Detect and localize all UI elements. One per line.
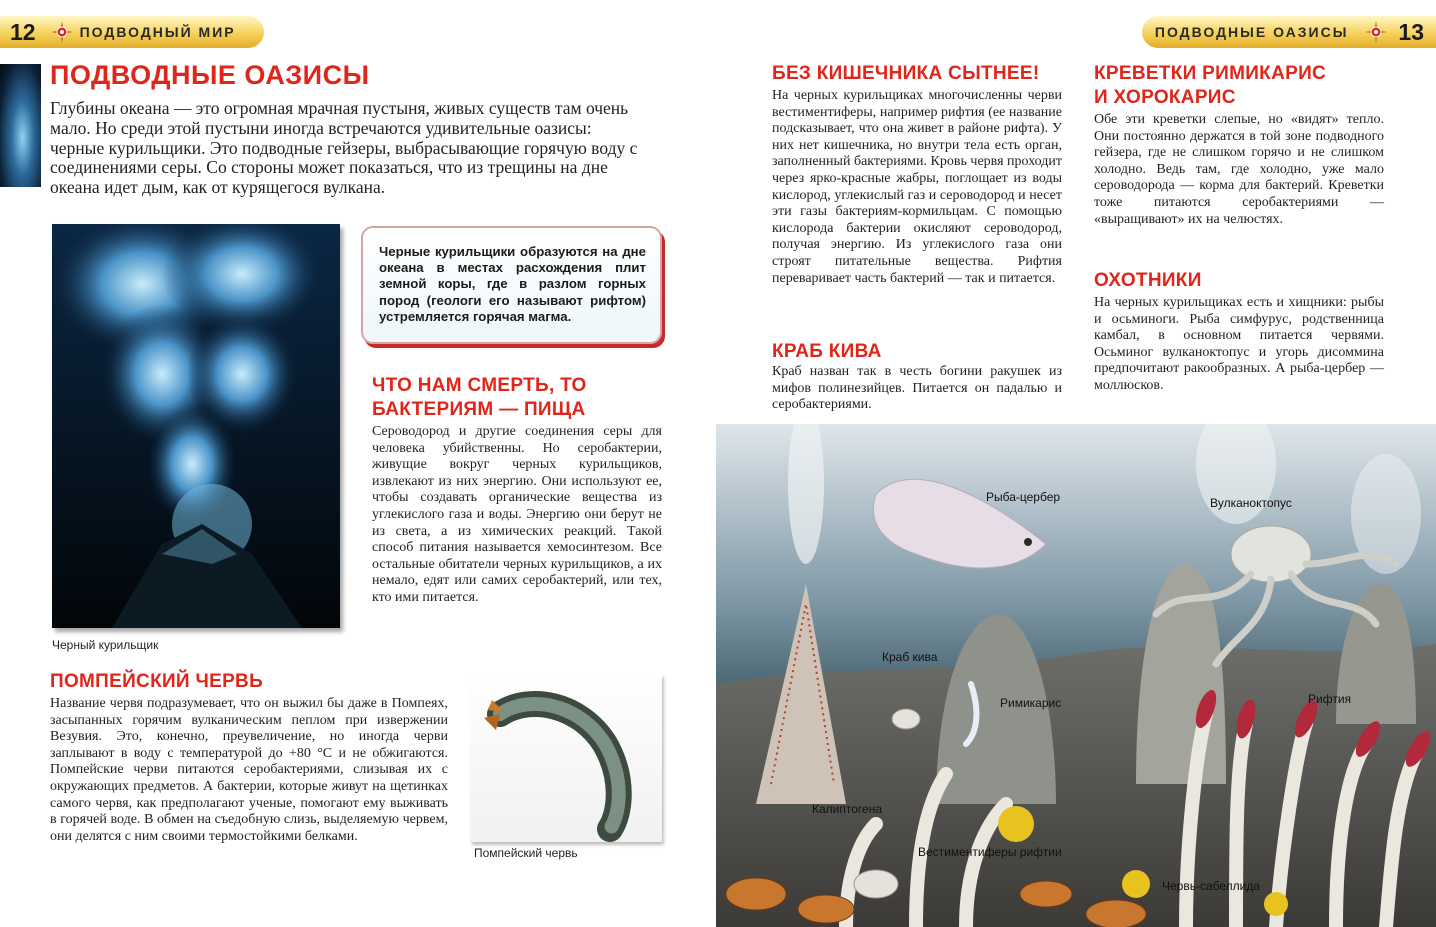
- heading-crab: КРАБ КИВА: [772, 341, 882, 362]
- text-riftia: На черных курильщиках многочисленны черви вестиментиферы, например рифтия (ее название подсказывает, что она живет в районе рифта). У них нет кишечника, но внутри тела есть орган, заполненный бактериями. Кровь червя проходит через ярко-красные жабры, поглощает из воды кислород, углекислый газ и сероводород и несет эти газы бактериям-кормильцам. С помощью кислорода бактерии окисляют сероводород, получая энергию. Из углекислого газа они строят питательные вещества. Рифтия переваривает часть бактерий — так и питается.: [772, 88, 1062, 286]
- callout-text: Черные курильщики образуются на дне океана в местах расхождения плит земной коры, где в разлом горных пород (геологи его называют рифтом) устремляется горячая магма.: [379, 244, 646, 324]
- heading-bacteria-line2: БАКТЕРИЯМ — ПИЩА: [372, 399, 586, 420]
- black-smoker-photo: [52, 224, 340, 628]
- heading-pompeii-worm: ПОМПЕЙСКИЙ ЧЕРВЬ: [50, 671, 264, 692]
- label-rimicaris: Римикарис: [1000, 696, 1062, 710]
- section-name-left: ПОДВОДНЫЙ МИР: [79, 24, 236, 40]
- page-header-right: [1142, 16, 1436, 48]
- edge-photo-smoker: [0, 64, 41, 187]
- text-pompeii-worm: Название червя подразумевает, что он выжил бы даже в Помпеях, засыпанных горячим вулканическим пеплом при извержении Везувия. Это, конечно, преувеличение, но иногда черви заплывают в воду с температурой до +80 °С и не обжигаются. Помпейские черви питаются серобактериями, слизывая их с окружающих предметов. А бактерии, которые живут на щетинках самого червя, как предполагают ученые, помогают ему выживать в горячей воде. В обмен на съедобную слизь, выделяемую червем, они делятся с ним своими термостойкими белками.: [50, 696, 448, 844]
- text-bacteria: Сероводород и другие соединения серы для человека убийственны. Но серобактерии, живущие вокруг черных курильщиков, извлекают из них энергию. Они используют ее, чтобы создавать органические вещества из углекислого газа и воды. Энергию они берут не из света, а из химических реакций. Такой способ питания называется хемосинтезом. Все остальные обитатели черных курильщиков, а их немало, едят или самих серобактерий, или тех, кто ими питается.: [372, 424, 662, 605]
- text-hunters: На черных курильщиках есть и хищники: рыбы и осьминоги. Рыба симфурус, родственница камбал, в основном питается червями. Осьминог вулканоктопус и угорь дисоммина предпочитают ракообразных. А рыба-цербер — моллюсков.: [1094, 295, 1384, 393]
- hydrothermal-vent-illustration: [716, 424, 1436, 927]
- heading-bacteria: [372, 374, 587, 422]
- text-shrimp: Обе эти креветки слепые, но «видят» тепло. Они постоянно держатся в той зоне подводного гейзера, где не слишком горячо и не слишком холодно. Ведь там, где холодно, уже мало сероводорода — корма для бактерий. Креветки тоже питаются серобактериями — «выращивают» их на челюстях.: [1094, 112, 1384, 227]
- callout-box: [361, 226, 662, 344]
- intro-paragraph: Глубины океана — это огромная мрачная пустыня, живых существ там очень мало. Но среди этой пустыни иногда встречаются удивительные оазисы: черные курильщики. Это подводные гейзеры, выбрасывающие горячую воду с соединениями серы. Со стороны может показаться, что из трещины на дне океана идет дым, как от курящегося вулкана.: [50, 98, 638, 198]
- compass-rose-icon: [50, 20, 74, 44]
- heading-riftia: БЕЗ КИШЕЧНИКА СЫТНЕЕ!: [772, 63, 1040, 84]
- heading-bacteria-line1: ЧТО НАМ СМЕРТЬ, ТО: [372, 375, 587, 396]
- photo-caption-smoker: Черный курильщик: [52, 638, 159, 652]
- page-number-left: 12: [10, 18, 36, 45]
- page-number-right: 13: [1398, 18, 1424, 45]
- page-header-left: [0, 16, 264, 48]
- text-crab: Краб назван так в честь богини ракушек из мифов полинезийцев. Питается он падалью и серобактериями.: [772, 364, 1062, 413]
- photo-caption-pompeii-worm: Помпейский червь: [474, 846, 578, 860]
- label-crab: Краб кива: [882, 650, 938, 664]
- heading-hunters: ОХОТНИКИ: [1094, 270, 1202, 291]
- section-name-right: ПОДВОДНЫЕ ОАЗИСЫ: [1154, 24, 1349, 40]
- label-vestimentifera: Вестиментиферы рифтии: [918, 845, 1062, 859]
- compass-rose-icon: [1364, 20, 1388, 44]
- label-sabellida: Червь-сабеллида: [1162, 879, 1261, 893]
- heading-shrimp: [1094, 62, 1326, 110]
- page-title: ПОДВОДНЫЕ ОАЗИСЫ: [50, 60, 370, 90]
- label-octopus: Вулканоктопус: [1210, 496, 1292, 510]
- label-fish: Рыба-цербер: [986, 490, 1061, 504]
- heading-shrimp-line1: КРЕВЕТКИ РИМИКАРИС: [1094, 63, 1327, 84]
- pompeii-worm-photo: [470, 674, 662, 842]
- label-riftia: Рифтия: [1308, 692, 1352, 706]
- heading-shrimp-line2: И ХОРОКАРИС: [1094, 87, 1236, 108]
- label-calyptogena: Калиптогена: [812, 802, 882, 816]
